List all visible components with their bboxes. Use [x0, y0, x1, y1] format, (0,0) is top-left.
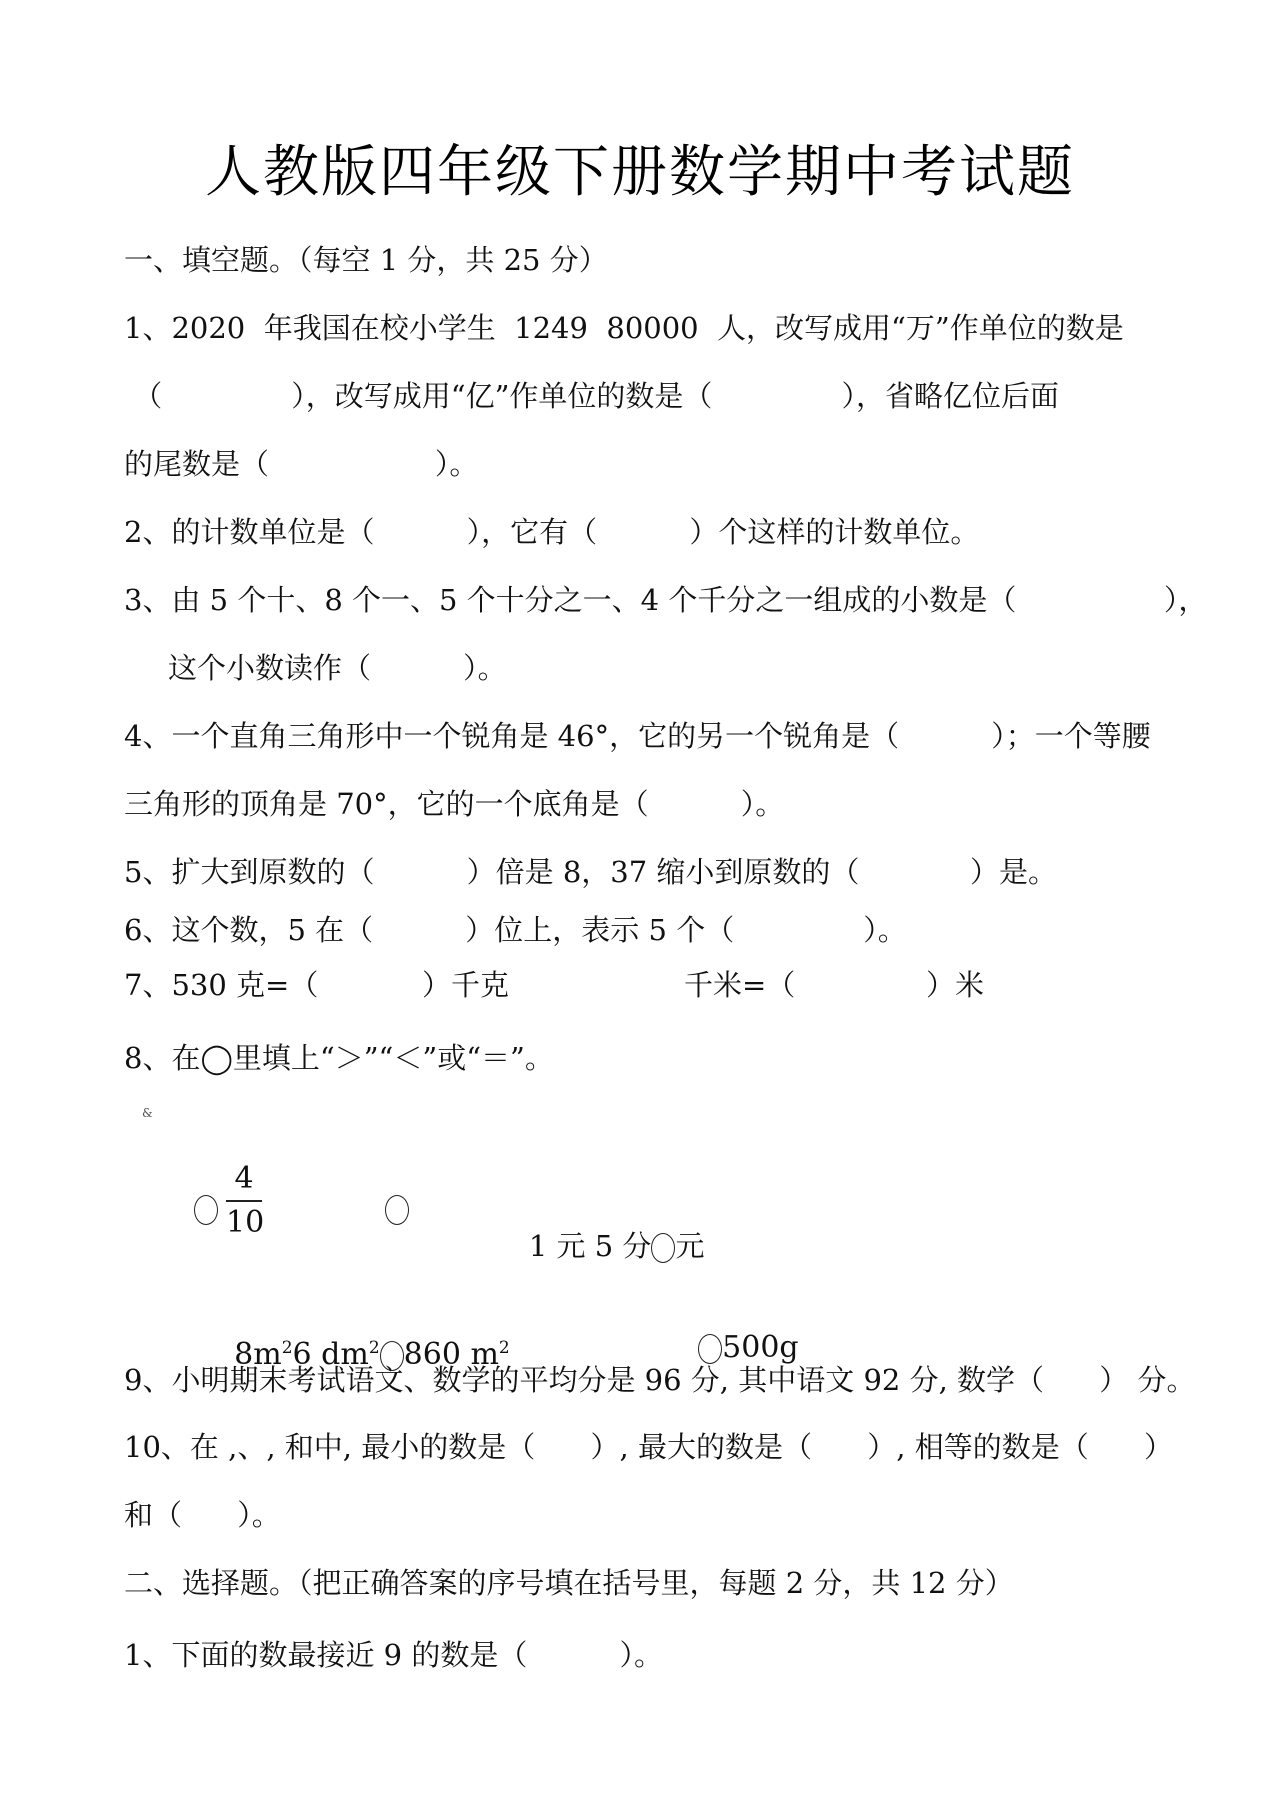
question-1-line-3: 的尾数是（ ）。	[124, 447, 479, 481]
question-10-line-1: 10、在 ,、, 和中, 最小的数是（ ）, 最大的数是（ ）, 相等的数是（ ）	[124, 1430, 1174, 1464]
fraction-bar	[226, 1200, 262, 1202]
compare-circle-5[interactable]	[698, 1334, 722, 1364]
compare-item-3	[492, 1192, 704, 1300]
question-4-line-1: 4、一个直角三角形中一个锐角是 46°，它的另一个锐角是（ ）；一个等腰	[124, 719, 1151, 753]
question-2: 2、的计数单位是（ ），它有（ ）个这样的计数单位。	[124, 515, 980, 549]
section-2-question-1: 1、下面的数最接近 9 的数是（ ）。	[124, 1638, 664, 1672]
compare-item-3-left: 1 元 5 分	[528, 1229, 652, 1263]
compare-circle-3[interactable]	[651, 1233, 675, 1263]
fraction-denominator: 10	[226, 1205, 265, 1240]
fraction-4-10	[226, 1161, 265, 1240]
question-7-right-b: ）米	[926, 968, 985, 1002]
superscript: 2	[281, 1338, 293, 1358]
compare-item-3-right: 元	[675, 1229, 705, 1263]
section-2-heading: 二、选择题。（把正确答案的序号填在括号里，每题 2 分，共 12 分）	[124, 1566, 1014, 1600]
question-7-right-a: 千米=（	[684, 968, 796, 1002]
question-6: 6、这个数，5 在（ ）位上，表示 5 个（ ）。	[124, 913, 907, 947]
question-1-line-2: （ ），改写成用“亿”作单位的数是（ ），省略亿位后面	[124, 379, 1059, 413]
question-7-left-a: 7、530 克=（	[124, 968, 319, 1002]
stray-marker: &	[142, 1106, 153, 1120]
question-5: 5、扩大到原数的（ ）倍是 8，37 缩小到原数的（ ）是。	[124, 855, 1058, 889]
weight-500g: 500g	[722, 1330, 799, 1365]
question-8-prompt: 8、在◯里填上“＞”“＜”或“＝”。	[124, 1041, 554, 1075]
area-6dm: 6 dm	[292, 1337, 369, 1372]
question-1-line-1: 1、2020 年我国在校小学生 1249 80000 人，改写成用“万”作单位的数是	[124, 311, 1124, 345]
superscript: 2	[498, 1338, 510, 1358]
question-4-line-2: 三角形的顶角是 70°，它的一个底角是（ ）。	[124, 787, 785, 821]
area-860m: 860 m	[403, 1337, 499, 1372]
question-3-line-1: 3、由 5 个十、8 个一、5 个十分之一、4 个千分之一组成的小数是（ ），	[124, 583, 1208, 617]
page-title: 人教版四年级下册数学期中考试题	[205, 140, 1075, 205]
compare-circle-2[interactable]	[385, 1195, 409, 1225]
question-9: 9、小明期末考试语文、数学的平均分是 96 分, 其中语文 92 分, 数学（ ） 分。	[124, 1363, 1196, 1397]
superscript: 2	[368, 1338, 380, 1358]
question-3-line-2: 这个小数读作（ ）。	[168, 651, 507, 685]
compare-circle-1[interactable]	[194, 1195, 218, 1225]
question-10-line-2: 和（ ）。	[124, 1498, 281, 1532]
section-1-heading: 一、填空题。（每空 1 分，共 25 分）	[124, 243, 608, 277]
question-7-left-b: ）千克	[422, 968, 510, 1002]
fraction-numerator: 4	[234, 1161, 254, 1196]
area-8m: 8m	[234, 1337, 282, 1372]
